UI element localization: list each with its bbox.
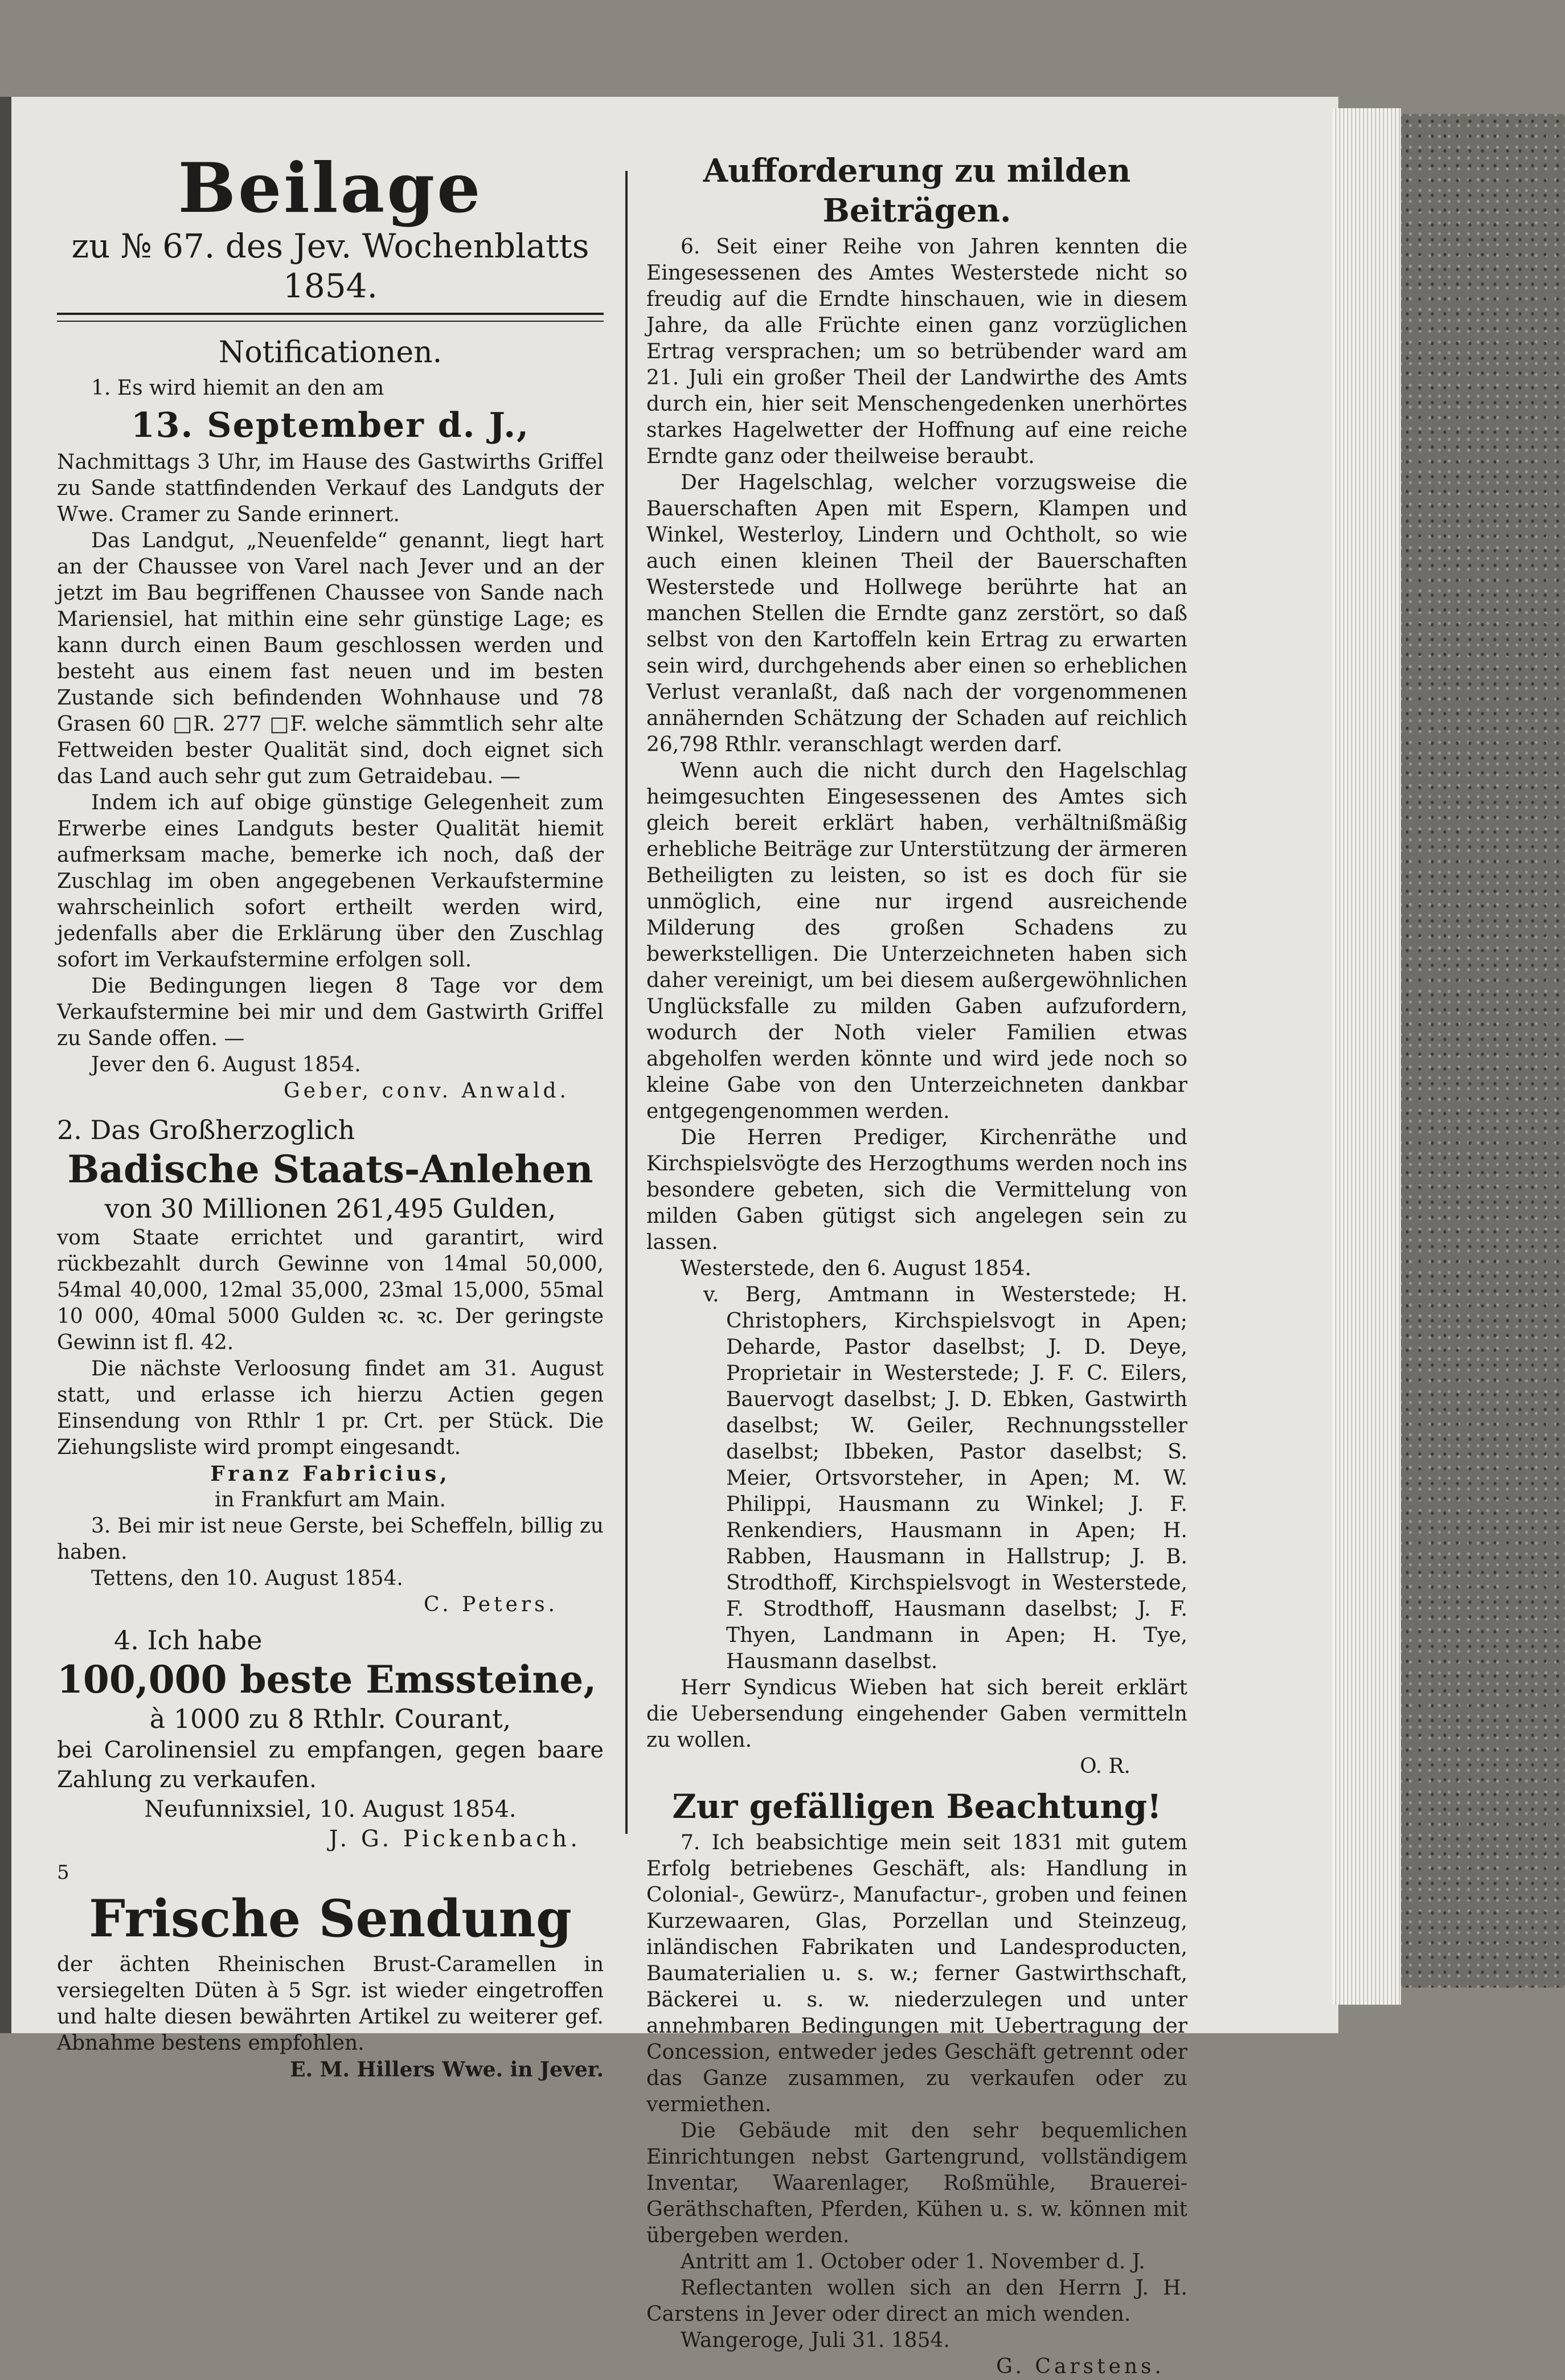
notice-4-headline: 100,000 beste Emssteine, xyxy=(57,1657,597,1702)
left-column xyxy=(57,148,604,2083)
masthead-rule xyxy=(57,313,604,322)
appeal-text: Der Hagelschlag, welcher vorzugsweise die Bauerschaften Apen mit Espern, Klampen und Winkel, Westerloy, Lindern und Ochtholt, so wie auch einen kleinen Theil der Bauerschaften Westerstede und Hollwege berührte hat an manchen Stellen die Erndte ganz zerstört, so daß selbst von den Kartoffeln kein Ertrag zu erwarten sein wird, durchgehends aber einen so erheblichen Verlust veranlaßt, daß nach der vorgenommenen annähernden Schätzung der Schaden auf reichlich 26,798 Rthlr. veranschlagt werden darf. xyxy=(646,471,1187,756)
notice-2-signer: Franz Fabricius, xyxy=(210,1462,450,1486)
notice-4 xyxy=(57,1624,604,1854)
notice-4-place-date: Neufunnixsiel, 10. August 1854. xyxy=(144,1796,517,1822)
book-cover-edge xyxy=(1401,114,1565,1988)
notice-2-text: Die nächste Verloosung findet am 31. August statt, und erlasse ich hierzu Actien gegen Einsendung von Rthlr 1 pr. Crt. per Stück. Die Ziehungsliste wird prompt eingesandt. xyxy=(57,1357,604,1459)
appeal-text: 6. Seit einer Reihe von Jahren kennten die Eingesessenen des Amtes Westerstede nicht so freudig auf die Erndte hinschauen, wie in diesem Jahre, da alle Früchte einen ganz vorzüglichen Ertrag versprachen; um so betrübender ward am 21. Juli ein großer Theil der Landwirthe des Amts durch ein, hier seit Menschengedenken unerhörtes starkes Hagelwetter der Hoffnung auf eine reiche Erndte ganz oder theilweise beraubt. xyxy=(646,235,1187,468)
notice-4-text: bei Carolinensiel zu empfangen, gegen baare Zahlung zu verkaufen. xyxy=(57,1737,604,1793)
page-edges xyxy=(1333,108,1401,2005)
notice-5-text: der ächten Rheinischen Brust-Caramellen in versiegelten Düten à 5 Sgr. ist wieder eingetroffen und halte diesen bewährten Artikel zu weiterer gef. Abnahme bestens empfohlen. xyxy=(57,1953,604,2055)
notice-7-text: 7. Ich beabsichtige mein seit 1831 mit gutem Erfolg betriebenes Geschäft, als: Handlung in Colonial-, Gewürz-, Manufactur-, groben und feinen Kurzewaaren, Glas, Porzellan und Steinzeug, inländischen Fabrikaten und Landesproducten, Baumaterialien u. s. w.; ferner Gastwirthschaft, Bäckerei u. s. w. niederzulegen und unter annehmbaren Bedingungen mit Uebertragung der Concession, entweder jedes Geschäft getrennt oder das Ganze zusammen, zu verkaufen oder zu vermiethen. xyxy=(646,1831,1187,2116)
notice-4-price: à 1000 zu 8 Rthlr. Courant, xyxy=(149,1703,511,1734)
book-gutter xyxy=(0,97,11,2033)
notice-3 xyxy=(57,1513,604,1618)
notice-7-text: Antritt am 1. October oder 1. November d. J. xyxy=(681,2250,1145,2274)
section-heading: Notificationen. xyxy=(218,335,443,370)
notice-1-date: 13. September d. J., xyxy=(131,405,530,445)
notice-2-signer-place: in Frankfurt am Main. xyxy=(215,1488,446,1511)
appeal-place-date: Westerstede, den 6. August 1854. xyxy=(681,1257,1031,1280)
appeal-initials: O. R. xyxy=(1080,1755,1130,1778)
notice-5-headline: Frische Sendung xyxy=(89,1889,572,1949)
notice-1-text: Indem ich auf obige günstige Gelegenheit zum Erwerbe eines Landguts bester Qualität hiemit aufmerksam mache, bemerke ich noch, daß der Zuschlag im oben angegebenen Verkaufstermine wahrscheinlich sofort ertheilt werden wird, jedenfalls aber die Erklärung über den Zuschlag sofort im Verkaufstermine erfolgen soll. xyxy=(57,791,604,972)
appeal-text: Herr Syndicus Wieben hat sich bereit erklärt die Uebersendung eingehender Gaben vermitteln zu wollen. xyxy=(646,1676,1187,1752)
appeal-text: Die Herren Prediger, Kirchenräthe und Kirchspielsvögte des Herzogthums werden noch ins besondere gebeten, sich die Vermittelung von milden Gaben gütigst sich angelegen sein zu lassen. xyxy=(646,1126,1187,1254)
notice-3-text: 3. Bei mir ist neue Gerste, bei Scheffeln, billig zu haben. xyxy=(57,1514,604,1564)
right-column xyxy=(646,151,1187,2380)
notice-2 xyxy=(57,1113,604,1513)
notice-7-title: Zur gefälligen Beachtung! xyxy=(672,1787,1162,1826)
notice-1 xyxy=(57,375,604,1104)
column-divider xyxy=(625,171,628,1834)
notice-1-text: Die Bedingungen liegen 8 Tage vor dem Verkaufstermine bei mir und dem Gastwirth Griffel zu Sande offen. — xyxy=(57,974,604,1050)
notice-7-signature: G. Carstens. xyxy=(996,2355,1165,2378)
masthead-title: Beilage xyxy=(178,148,483,228)
notice-2-text: vom Staate errichtet und garantirt, wird rückbezahlt durch Gewinne von 14mal 50,000, 54mal 40,000, 12mal 35,000, 23mal 15,000, 55mal 10 000, 40mal 5000 Gulden ꝛc. ꝛc. Der geringste Gewinn ist fl. 42. xyxy=(57,1226,604,1354)
notice-2-headline: Badische Staats-Anlehen xyxy=(67,1147,593,1191)
notice-5-signature: E. M. Hillers Wwe. in Jever. xyxy=(290,2058,604,2082)
notice-1-intro: 1. Es wird hiemit an den am xyxy=(91,376,384,400)
masthead-subtitle: zu № 67. des Jev. Wochenblatts 1854. xyxy=(71,227,589,305)
notice-4-intro: 4. Ich habe xyxy=(114,1625,263,1656)
appeal-title: Aufforderung zu milden Beiträgen. xyxy=(703,152,1131,230)
notice-7-text: Die Gebäude mit den sehr bequemlichen Einrichtungen nebst Gartengrund, vollständigem Inventar, Waarenlager, Roßmühle, Brauerei-Geräthschaften, Pferden, Kühen u. s. w. können mit übergeben werden. xyxy=(646,2119,1187,2247)
notice-5-number: 5 xyxy=(57,1861,69,1884)
notice-1-signature: Geber, conv. Anwald. xyxy=(284,1079,570,1103)
notice-2-amount: von 30 Millionen 261,495 Gulden, xyxy=(104,1193,556,1224)
notice-2-line1: 2. Das Großherzoglich xyxy=(57,1115,355,1145)
appeal-text: Wenn auch die nicht durch den Hagelschlag heimgesuchten Eingesessenen des Amtes sich gleich bereit erklärt haben, verhältnißmäßig erhebliche Beiträge zur Unterstützung der ärmeren Betheiligten zu leisten, so ist es doch für sie unmöglich, eine nur irgend ausreichende Milderung des großen Schadens zu bewerkstelligen. Die Unterzeichneten haben sich daher vereinigt, um bei diesem außergewöhnlichen Unglücksfalle zu milden Gaben aufzufordern, wodurch der Noth vieler Familien etwas abgeholfen werden könnte und wird jede noch so kleine Gabe von den Unterzeichneten dankbar entgegengenommen werden. xyxy=(646,759,1187,1123)
notice-1-text: Das Landgut, „Neuenfelde“ genannt, liegt hart an der Chaussee von Varel nach Jever und an der jetzt im Bau begriffenen Chaussee von Sande nach Mariensiel, hat mithin eine sehr günstige Lage; es kann durch einen Baum geschlossen werden und besteht aus einem fast neuen und im besten Zustande sich befindenden Wohnhause und 78 Grasen 60 □R. 277 □F. welche sämmtlich sehr alte Fettweiden bester Qualität sind, doch eignet sich das Land auch sehr gut zum Getraidebau. — xyxy=(57,529,604,788)
notice-1-text: Nachmittags 3 Uhr, im Hause des Gastwirths Griffel zu Sande stattfindenden Verkauf des Landguts der Wwe. Cramer zu Sande erinnert. xyxy=(57,450,604,526)
notice-5 xyxy=(57,1859,604,2083)
notice-7-text: Reflectanten wollen sich an den Herrn J. H. Carstens in Jever oder direct an mich wenden. xyxy=(646,2276,1187,2326)
notice-3-signature: C. Peters. xyxy=(424,1593,558,1616)
notice-4-signature: J. G. Pickenbach. xyxy=(329,1826,581,1852)
appeal-signers: v. Berg, Amtmann in Westerstede; H. Christophers, Kirchspielsvogt in Apen; Deharde, Pastor daselbst; J. D. Deye, Proprietair in Westerstede; J. F. C. Eilers, Bauervogt daselbst; J. D. Ebken, Gastwirth daselbst; W. Geiler, Rechnungssteller daselbst; Ibbeken, Pastor daselbst; S. Meier, Ortsvorsteher, in Apen; M. W. Philippi, Hausmann zu Winkel; J. F. Renkendiers, Hausmann in Apen; H. Rabben, Hausmann in Hallstrup; J. B. Strodthoff, Kirchspielsvogt in Westerstede, F. Strodthoff, Hausmann daselbst; J. F. Thyen, Landmann in Apen; H. Tye, Hausmann daselbst. xyxy=(703,1283,1187,1673)
notice-7-place-date: Wangeroge, Juli 31. 1854. xyxy=(681,2329,950,2352)
notice-3-place-date: Tettens, den 10. August 1854. xyxy=(91,1567,403,1590)
notice-1-place-date: Jever den 6. August 1854. xyxy=(91,1053,361,1076)
